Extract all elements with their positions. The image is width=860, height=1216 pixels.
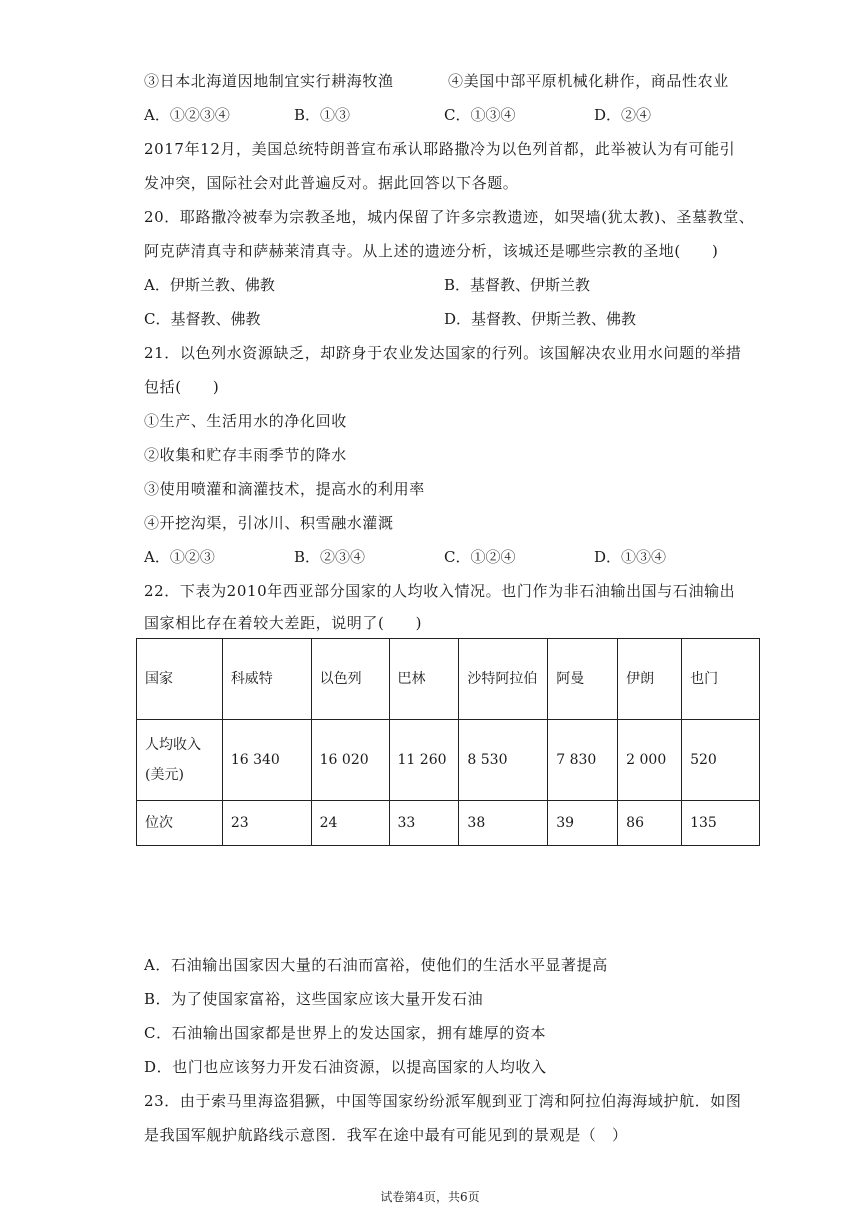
q21-option-b: B．②③④ [294,548,366,566]
table-cell: 86 [618,801,682,846]
intro-line-1: 2017年12月，美国总统特朗普宣布承认耶路撒冷为以色列首都，此举被认为有可能引 [144,140,736,158]
table-cell: 520 [682,720,760,801]
q19-item-3: ③日本北海道因地制宜实行耕海牧渔 [144,72,394,90]
q21-item-3: ③使用喷灌和滴灌技术，提高水的利用率 [144,480,425,498]
q20-stem-1: 20．耶路撒冷被奉为宗教圣地，城内保留了许多宗教遗迹，如哭墙(犹太教)、圣墓教堂、 [144,208,755,226]
q21-item-2: ②收集和贮存丰雨季节的降水 [144,446,347,464]
q20-stem-2: 阿克萨清真寺和萨赫莱清真寺。从上述的遗迹分析，该城还是哪些宗教的圣地( ) [144,242,719,260]
table-cell: 135 [682,801,760,846]
q19-option-c: C．①③④ [444,106,516,124]
q22-option-c: C．石油输出国家都是世界上的发达国家，拥有雄厚的资本 [144,1024,547,1042]
table-cell: 23 [222,801,311,846]
table-cell: 2 000 [618,720,682,801]
q19-option-d: D．②④ [594,106,652,124]
table-cell: 位次 [137,801,223,846]
q21-item-1: ①生产、生活用水的净化回收 [144,412,347,430]
q20-option-c: C．基督教、佛教 [144,310,261,328]
q23-stem-2: 是我国军舰护航路线示意图．我军在途中最有可能见到的景观是（ ） [144,1126,628,1144]
table-cell: 11 260 [389,720,459,801]
table-cell: 国家 [137,639,223,720]
table-row-country [137,639,760,720]
table-cell: 伊朗 [618,639,682,720]
table-row-rank [137,801,760,846]
q22-stem-2: 国家相比存在着较大差距，说明了( ) [144,614,423,632]
q22-option-b: B．为了使国家富裕，这些国家应该大量开发石油 [144,990,484,1008]
q21-stem-1: 21．以色列水资源缺乏，却跻身于农业发达国家的行列。该国解决农业用水问题的举措 [144,344,742,362]
q22-option-a: A．石油输出国家因大量的石油而富裕，使他们的生活水平显著提高 [144,956,608,974]
q21-item-4: ④开挖沟渠，引冰川、积雪融水灌溉 [144,514,394,532]
table-cell: 也门 [682,639,760,720]
table-cell: 科威特 [222,639,311,720]
table-row-income [137,720,760,801]
q20-option-d: D．基督教、伊斯兰教、佛教 [444,310,637,328]
q19-item-4: ④美国中部平原机械化耕作，商品性农业 [448,72,729,90]
table-cell: 以色列 [311,639,389,720]
table-cell: 39 [548,801,618,846]
intro-line-2: 发冲突，国际社会对此普遍反对。据此回答以下各题。 [144,174,519,192]
q21-stem-2: 包括( ) [144,378,220,396]
table-cell: 24 [311,801,389,846]
q19-option-a: A．①②③④ [144,106,230,124]
q19-option-b: B．①③ [294,106,351,124]
page-footer: 试卷第4页，共6页 [380,1190,480,1204]
q22-option-d: D．也门也应该努力开发石油资源，以提高国家的人均收入 [144,1058,547,1076]
table-cell: 16 020 [311,720,389,801]
q21-option-d: D．①③④ [594,548,667,566]
q21-option-c: C．①②④ [444,548,516,566]
table-cell: 16 340 [222,720,311,801]
table-cell: 沙特阿拉伯 [459,639,548,720]
q22-stem-1: 22．下表为2010年西亚部分国家的人均收入情况。也门作为非石油输出国与石油输出 [144,582,736,600]
table-cell: 人均收入(美元) [137,720,223,801]
q21-option-a: A．①②③ [144,548,215,566]
q20-option-b: B．基督教、伊斯兰教 [444,276,591,294]
table-cell: 33 [389,801,459,846]
table-cell: 7 830 [548,720,618,801]
table-cell: 阿曼 [548,639,618,720]
income-table [136,638,760,846]
table-cell: 38 [459,801,548,846]
q20-option-a: A．伊斯兰教、佛教 [144,276,275,294]
table-cell: 8 530 [459,720,548,801]
table-cell: 巴林 [389,639,459,720]
q23-stem-1: 23．由于索马里海盗猖獗，中国等国家纷纷派军舰到亚丁湾和阿拉伯海海域护航．如图 [144,1092,742,1110]
